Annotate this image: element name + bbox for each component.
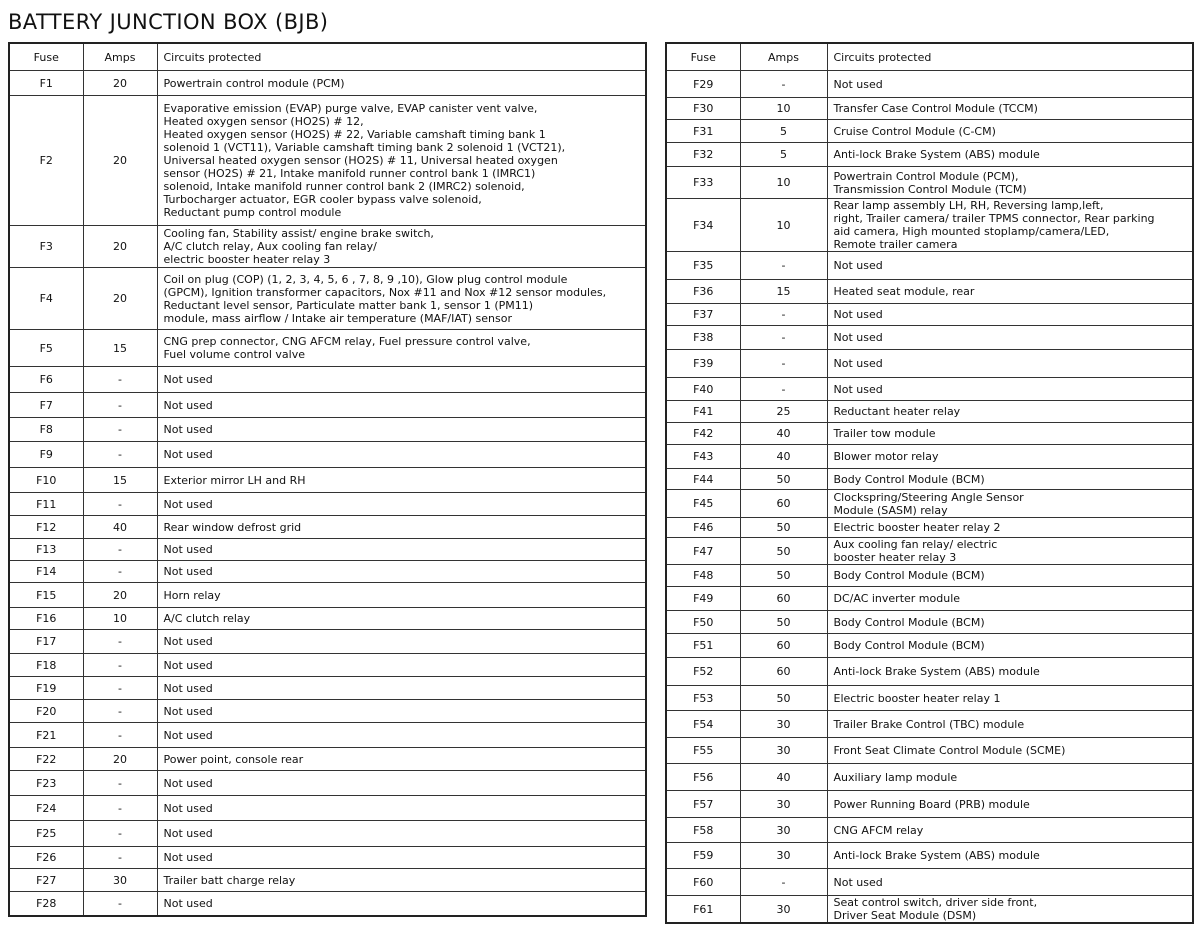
amps-cell: 40 (740, 423, 827, 445)
table-row (666, 199, 1193, 252)
circuits-cell: Trailer Brake Control (TBC) module (827, 711, 1193, 738)
amps-cell: 30 (740, 896, 827, 924)
amps-cell: - (740, 304, 827, 326)
fuse-cell: F30 (666, 98, 740, 120)
fuse-cell: F2 (9, 96, 83, 226)
table-row (9, 226, 646, 268)
fuse-cell: F42 (666, 423, 740, 445)
circuits-cell: Evaporative emission (EVAP) purge valve, EVAP canister vent valve, Heated oxygen sensor (HO2S) # 12, Heated oxygen sensor (HO2S) # 22, Variable camshaft timing bank 1 solenoid 1 (VCT11), Variable camshaft timing bank 2 solenoid 1 (VCT21), Universal heated oxygen sensor (HO2S) # 11, Universal heated oxygen sensor (HO2S) # 21, Intake manifold runner control bank 1 (IMRC1) solenoid, Intake manifold runner control bank 2 (IMRC2) solenoid, Turbocharger actuator, EGR cooler bypass valve solenoid, Reductant pump control module (157, 96, 646, 226)
table-row (9, 700, 646, 723)
circuits-cell: Not used (827, 869, 1193, 896)
table-row (9, 539, 646, 561)
circuits-cell: Not used (157, 630, 646, 654)
table-row (9, 748, 646, 771)
circuits-cell: Not used (157, 771, 646, 796)
fuse-cell: F46 (666, 518, 740, 538)
table-row (666, 711, 1193, 738)
table-row (666, 869, 1193, 896)
circuits-cell: Anti-lock Brake System (ABS) module (827, 843, 1193, 869)
amps-cell: 20 (83, 583, 157, 608)
table-row (9, 654, 646, 677)
table-row (666, 167, 1193, 199)
header-circuits: Circuits protected (827, 43, 1193, 71)
circuits-cell: Not used (157, 892, 646, 916)
table-row (666, 350, 1193, 378)
circuits-cell: Not used (157, 539, 646, 561)
table-row (666, 896, 1193, 924)
fuse-cell: F22 (9, 748, 83, 771)
circuits-cell: Trailer tow module (827, 423, 1193, 445)
fuse-cell: F41 (666, 401, 740, 423)
amps-cell: - (83, 493, 157, 516)
amps-cell: 5 (740, 120, 827, 143)
table-row (666, 518, 1193, 538)
table-row (666, 538, 1193, 565)
circuits-cell: Body Control Module (BCM) (827, 565, 1193, 587)
table-row (666, 304, 1193, 326)
circuits-cell: Not used (157, 367, 646, 393)
amps-cell: 15 (83, 468, 157, 493)
circuits-cell: Not used (827, 304, 1193, 326)
circuits-cell: Coil on plug (COP) (1, 2, 3, 4, 5, 6 , 7, 8, 9 ,10), Glow plug control module (GPCM), Ignition transformer capacitors, Nox #11 and Nox #12 sensor modules, Reductant level sensor, Particulate matter bank 1, sensor 1 (PM11) module, mass airflow / Intake air temperature (MAF/IAT) sensor (157, 268, 646, 330)
amps-cell: 20 (83, 226, 157, 268)
table-row (9, 330, 646, 367)
table-row (666, 587, 1193, 611)
circuits-cell: Power Running Board (PRB) module (827, 791, 1193, 818)
table-row (9, 418, 646, 442)
circuits-cell: Powertrain Control Module (PCM), Transmission Control Module (TCM) (827, 167, 1193, 199)
fuse-cell: F33 (666, 167, 740, 199)
amps-cell: 20 (83, 96, 157, 226)
header-circuits: Circuits protected (157, 43, 646, 71)
amps-cell: 50 (740, 469, 827, 490)
amps-cell: - (83, 700, 157, 723)
circuits-cell: DC/AC inverter module (827, 587, 1193, 611)
fuse-cell: F6 (9, 367, 83, 393)
table-row (9, 608, 646, 630)
table-row (9, 393, 646, 418)
circuits-cell: CNG AFCM relay (827, 818, 1193, 843)
amps-cell: - (740, 326, 827, 350)
table-row (9, 869, 646, 892)
amps-cell: 30 (740, 791, 827, 818)
fuse-cell: F53 (666, 686, 740, 711)
table-row (666, 565, 1193, 587)
fuse-cell: F31 (666, 120, 740, 143)
table-row (9, 892, 646, 916)
fuse-cell: F32 (666, 143, 740, 167)
amps-cell: - (83, 630, 157, 654)
table-row (666, 843, 1193, 869)
amps-cell: 30 (740, 738, 827, 764)
fuse-cell: F21 (9, 723, 83, 748)
fuse-cell: F54 (666, 711, 740, 738)
fuse-cell: F17 (9, 630, 83, 654)
amps-cell: - (740, 71, 827, 98)
circuits-cell: Horn relay (157, 583, 646, 608)
table-row (666, 818, 1193, 843)
table-row (666, 764, 1193, 791)
header-amps: Amps (83, 43, 157, 71)
circuits-cell: Not used (157, 442, 646, 468)
table-row (666, 686, 1193, 711)
fuse-cell: F19 (9, 677, 83, 700)
circuits-cell: Rear window defrost grid (157, 516, 646, 539)
fuse-cell: F23 (9, 771, 83, 796)
circuits-cell: Blower motor relay (827, 445, 1193, 469)
amps-cell: 10 (740, 199, 827, 252)
fuse-cell: F29 (666, 71, 740, 98)
table-row (9, 821, 646, 847)
table-row (666, 378, 1193, 401)
amps-cell: 60 (740, 658, 827, 686)
table-row (9, 96, 646, 226)
amps-cell: 15 (83, 330, 157, 367)
table-row (9, 583, 646, 608)
fuse-cell: F36 (666, 280, 740, 304)
fuse-cell: F28 (9, 892, 83, 916)
amps-cell: - (83, 677, 157, 700)
page-title: BATTERY JUNCTION BOX (BJB) (8, 10, 329, 34)
fuse-cell: F58 (666, 818, 740, 843)
fuse-cell: F52 (666, 658, 740, 686)
table-row (9, 516, 646, 539)
table-row (666, 280, 1193, 304)
amps-cell: 10 (83, 608, 157, 630)
table-header-row (666, 43, 1193, 71)
table-row (666, 611, 1193, 634)
table-row (666, 490, 1193, 518)
table-row (666, 423, 1193, 445)
amps-cell: 20 (83, 268, 157, 330)
amps-cell: 25 (740, 401, 827, 423)
fuse-cell: F56 (666, 764, 740, 791)
circuits-cell: Not used (827, 378, 1193, 401)
fuse-cell: F43 (666, 445, 740, 469)
table-header-row (9, 43, 646, 71)
amps-cell: - (83, 847, 157, 869)
amps-cell: 10 (740, 98, 827, 120)
fuse-cell: F34 (666, 199, 740, 252)
amps-cell: 50 (740, 518, 827, 538)
amps-cell: - (83, 892, 157, 916)
amps-cell: - (83, 418, 157, 442)
fuse-cell: F50 (666, 611, 740, 634)
circuits-cell: Anti-lock Brake System (ABS) module (827, 658, 1193, 686)
fuse-cell: F26 (9, 847, 83, 869)
circuits-cell: Not used (157, 393, 646, 418)
fuse-cell: F44 (666, 469, 740, 490)
circuits-cell: Not used (157, 561, 646, 583)
table-row (666, 445, 1193, 469)
amps-cell: 30 (740, 711, 827, 738)
circuits-cell: Not used (157, 700, 646, 723)
circuits-cell: Auxiliary lamp module (827, 764, 1193, 791)
circuits-cell: Trailer batt charge relay (157, 869, 646, 892)
table-row (666, 326, 1193, 350)
table-row (666, 658, 1193, 686)
fuse-cell: F7 (9, 393, 83, 418)
fuse-table-right (665, 42, 1194, 924)
amps-cell: 50 (740, 686, 827, 711)
amps-cell: 20 (83, 71, 157, 96)
circuits-cell: Not used (157, 847, 646, 869)
table-row (9, 268, 646, 330)
circuits-cell: Seat control switch, driver side front, Driver Seat Module (DSM) (827, 896, 1193, 924)
amps-cell: - (83, 796, 157, 821)
circuits-cell: Not used (157, 418, 646, 442)
circuits-cell: Clockspring/Steering Angle Sensor Module (SASM) relay (827, 490, 1193, 518)
amps-cell: - (740, 869, 827, 896)
circuits-cell: Body Control Module (BCM) (827, 611, 1193, 634)
circuits-cell: Not used (827, 71, 1193, 98)
amps-cell: 50 (740, 538, 827, 565)
circuits-cell: Powertrain control module (PCM) (157, 71, 646, 96)
circuits-cell: Electric booster heater relay 1 (827, 686, 1193, 711)
fuse-cell: F24 (9, 796, 83, 821)
table-row (9, 561, 646, 583)
fuse-cell: F20 (9, 700, 83, 723)
fuse-cell: F37 (666, 304, 740, 326)
fuse-cell: F47 (666, 538, 740, 565)
table-row (9, 468, 646, 493)
table-row (666, 401, 1193, 423)
fuse-cell: F3 (9, 226, 83, 268)
fuse-cell: F10 (9, 468, 83, 493)
fuse-cell: F15 (9, 583, 83, 608)
circuits-cell: Cooling fan, Stability assist/ engine brake switch, A/C clutch relay, Aux cooling fan relay/ electric booster heater relay 3 (157, 226, 646, 268)
circuits-cell: Not used (157, 723, 646, 748)
amps-cell: - (740, 350, 827, 378)
circuits-cell: Front Seat Climate Control Module (SCME) (827, 738, 1193, 764)
circuits-cell: CNG prep connector, CNG AFCM relay, Fuel pressure control valve, Fuel volume control valve (157, 330, 646, 367)
fuse-cell: F48 (666, 565, 740, 587)
amps-cell: 5 (740, 143, 827, 167)
circuits-cell: Transfer Case Control Module (TCCM) (827, 98, 1193, 120)
table-row (666, 791, 1193, 818)
amps-cell: 50 (740, 611, 827, 634)
circuits-cell: Power point, console rear (157, 748, 646, 771)
table-row (9, 723, 646, 748)
amps-cell: - (83, 654, 157, 677)
circuits-cell: Heated seat module, rear (827, 280, 1193, 304)
fuse-cell: F38 (666, 326, 740, 350)
fuse-cell: F39 (666, 350, 740, 378)
fuse-cell: F27 (9, 869, 83, 892)
circuits-cell: Exterior mirror LH and RH (157, 468, 646, 493)
circuits-cell: A/C clutch relay (157, 608, 646, 630)
amps-cell: 20 (83, 748, 157, 771)
circuits-cell: Not used (157, 821, 646, 847)
amps-cell: 10 (740, 167, 827, 199)
table-row (666, 469, 1193, 490)
table-row (9, 677, 646, 700)
header-amps: Amps (740, 43, 827, 71)
amps-cell: - (740, 252, 827, 280)
fuse-cell: F1 (9, 71, 83, 96)
circuits-cell: Not used (157, 796, 646, 821)
fuse-cell: F9 (9, 442, 83, 468)
amps-cell: 40 (83, 516, 157, 539)
table-row (9, 771, 646, 796)
table-row (9, 493, 646, 516)
fuse-cell: F18 (9, 654, 83, 677)
circuits-cell: Cruise Control Module (C-CM) (827, 120, 1193, 143)
amps-cell: - (83, 561, 157, 583)
circuits-cell: Reductant heater relay (827, 401, 1193, 423)
circuits-cell: Not used (827, 350, 1193, 378)
table-row (666, 71, 1193, 98)
amps-cell: 30 (740, 818, 827, 843)
fuse-cell: F25 (9, 821, 83, 847)
header-fuse: Fuse (9, 43, 83, 71)
fuse-table-left (8, 42, 647, 917)
circuits-cell: Not used (827, 326, 1193, 350)
amps-cell: - (83, 539, 157, 561)
circuits-cell: Not used (157, 654, 646, 677)
fuse-cell: F51 (666, 634, 740, 658)
fuse-cell: F16 (9, 608, 83, 630)
fuse-cell: F35 (666, 252, 740, 280)
amps-cell: 30 (83, 869, 157, 892)
fuse-cell: F57 (666, 791, 740, 818)
amps-cell: - (83, 771, 157, 796)
table-row (666, 252, 1193, 280)
fuse-cell: F60 (666, 869, 740, 896)
fuse-cell: F11 (9, 493, 83, 516)
circuits-cell: Anti-lock Brake System (ABS) module (827, 143, 1193, 167)
fuse-cell: F14 (9, 561, 83, 583)
amps-cell: 15 (740, 280, 827, 304)
amps-cell: 50 (740, 565, 827, 587)
amps-cell: - (83, 821, 157, 847)
circuits-cell: Body Control Module (BCM) (827, 634, 1193, 658)
fuse-cell: F59 (666, 843, 740, 869)
amps-cell: 60 (740, 490, 827, 518)
fuse-cell: F55 (666, 738, 740, 764)
circuits-cell: Not used (157, 677, 646, 700)
amps-cell: 60 (740, 587, 827, 611)
fuse-cell: F13 (9, 539, 83, 561)
fuse-cell: F5 (9, 330, 83, 367)
table-row (9, 442, 646, 468)
table-row (9, 367, 646, 393)
amps-cell: 40 (740, 445, 827, 469)
amps-cell: 60 (740, 634, 827, 658)
amps-cell: - (83, 442, 157, 468)
amps-cell: 40 (740, 764, 827, 791)
amps-cell: - (83, 723, 157, 748)
circuits-cell: Rear lamp assembly LH, RH, Reversing lamp,left, right, Trailer camera/ trailer TPMS connector, Rear parking aid camera, High mounted stoplamp/camera/LED, Remote trailer camera (827, 199, 1193, 252)
fuse-cell: F4 (9, 268, 83, 330)
fuse-cell: F61 (666, 896, 740, 924)
fuse-cell: F45 (666, 490, 740, 518)
fuse-cell: F12 (9, 516, 83, 539)
table-row (9, 630, 646, 654)
amps-cell: - (83, 367, 157, 393)
circuits-cell: Electric booster heater relay 2 (827, 518, 1193, 538)
table-row (9, 71, 646, 96)
fuse-cell: F49 (666, 587, 740, 611)
table-row (9, 796, 646, 821)
circuits-cell: Body Control Module (BCM) (827, 469, 1193, 490)
table-row (666, 143, 1193, 167)
header-fuse: Fuse (666, 43, 740, 71)
fuse-cell: F8 (9, 418, 83, 442)
table-row (9, 847, 646, 869)
circuits-cell: Not used (157, 493, 646, 516)
fuse-cell: F40 (666, 378, 740, 401)
table-row (666, 738, 1193, 764)
table-row (666, 634, 1193, 658)
table-row (666, 98, 1193, 120)
circuits-cell: Aux cooling fan relay/ electric booster heater relay 3 (827, 538, 1193, 565)
circuits-cell: Not used (827, 252, 1193, 280)
amps-cell: - (83, 393, 157, 418)
table-row (666, 120, 1193, 143)
amps-cell: - (740, 378, 827, 401)
amps-cell: 30 (740, 843, 827, 869)
